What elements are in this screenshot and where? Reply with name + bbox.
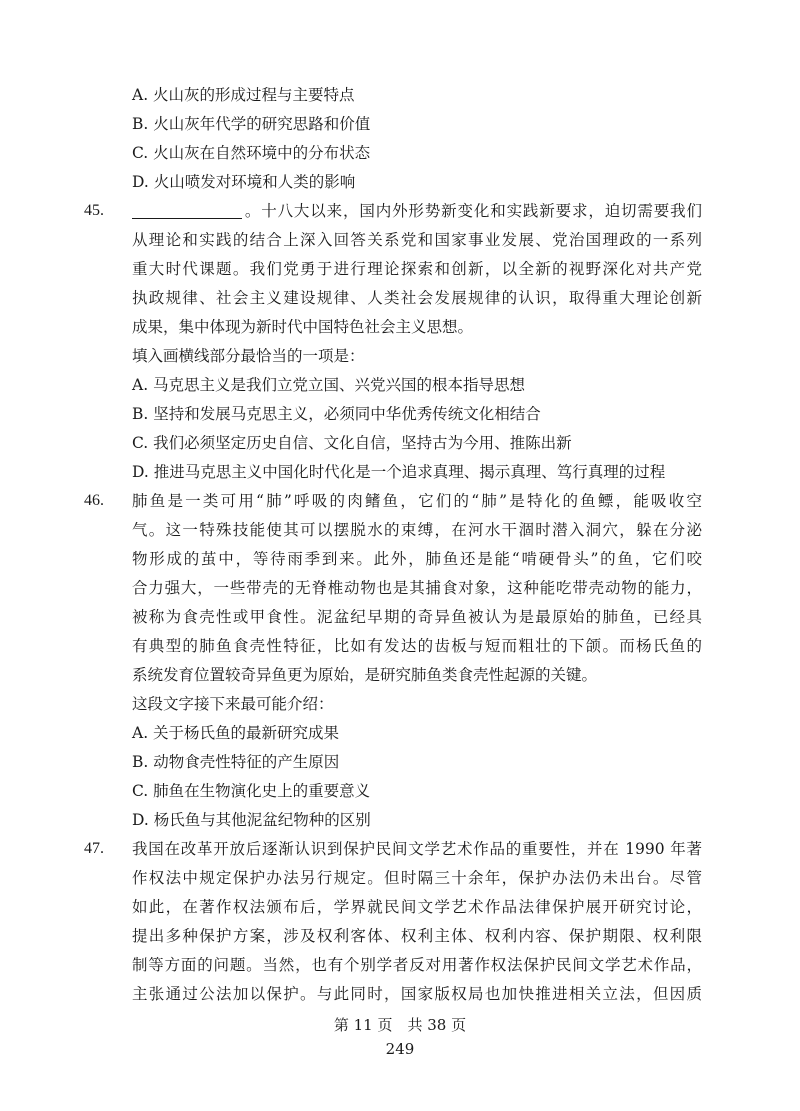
q47-number: 47. [84, 840, 104, 857]
exam-page: A. 火山灰的形成过程与主要特点 B. 火山灰年代学的研究思路和价值 C. 火山灰在自然环境中的分布状态 D. 火山喷发对环境和人类的影响 45. 。十八大以来，国内外形势新变化和实践新要求，迫切需要我们 从理论和实践的结合上深入回答关系党和国家事业发展、党治国理政的一系列 重大时代课题。我们党勇于进行理论探索和创新，以全新的视野深化对共产党 执政规律、社会主义建设规律、人类社会发展规律的认识，取得重大理论创新 成果，集中体现为新时代中国特色社会主义思想。 填入画横线部分最恰当的一项是： A. 马克思主义是我们立党立国、兴党兴国的根本指导思想 B. 坚持和发展马克思主义，必须同中华优秀传统文化相结合 C. 我们必须坚定历史自信、文化自信，坚持古为今用、推陈出新 D. 推进马克思主义中国化时代化是一个追求真理、揭示真理、笃行真理的过程 46. 肺鱼是一类可用“肺”呼吸的肉鳍鱼，它们的“肺”是特化的鱼鳔，能吸收空 气。这一特殊技能使其可以摆脱水的束缚，在河水干涸时潜入洞穴，躲在分泌 物形成的茧中，等待雨季到来。此外，肺鱼还是能“啃硬骨头”的鱼，它们咬 合力强大，一些带壳的无脊椎动物也是其捕食对象，这种能吃带壳动物的能力， 被称为食壳性或甲食性。泥盆纪早期的奇异鱼被认为是最原始的肺鱼，已经具 有典型的肺鱼食壳性特征，比如有发达的齿板与短而粗壮的下颌。而杨氏鱼的 系统发育位置较奇异鱼更为原始，是研究肺鱼类食壳性起源的关键。 这段文字接下来最可能介绍： A. 关于杨氏鱼的最新研究成果 B. 动物食壳性特征的产生原因 C. 肺鱼在生物演化史上的重要意义 D. 杨氏鱼与其他泥盆纪物种的区别 47. 我国在改革开放后逐渐认识到保护民间文学艺术作品的重要性，并在 1990 年著 作权法中规定保护办法另行规定。但时隔三十余年，保护办法仍未出台。尽管 如此，在著作权法颁布后，学界就民间文学艺术作品法律保护展开研究讨论， 提出多种保护方案，涉及权利客体、权利主体、权利内容、保护期限、权利限 制等方面的问题。当然，也有个别学者反对用著作权法保护民间文学艺术作品， 主张通过公法加以保护。与此同时，国家版权局也加快推进相关立法，但因质 第 11 页 共 38 页 249 [0, 0, 800, 1111]
q45-blank [132, 200, 242, 219]
page-number: 249 [385, 1040, 415, 1058]
page-label: 第 11 页 共 38 页 [333, 1016, 467, 1034]
q46-number: 46. [84, 492, 104, 509]
q45-number: 45. [84, 202, 104, 219]
